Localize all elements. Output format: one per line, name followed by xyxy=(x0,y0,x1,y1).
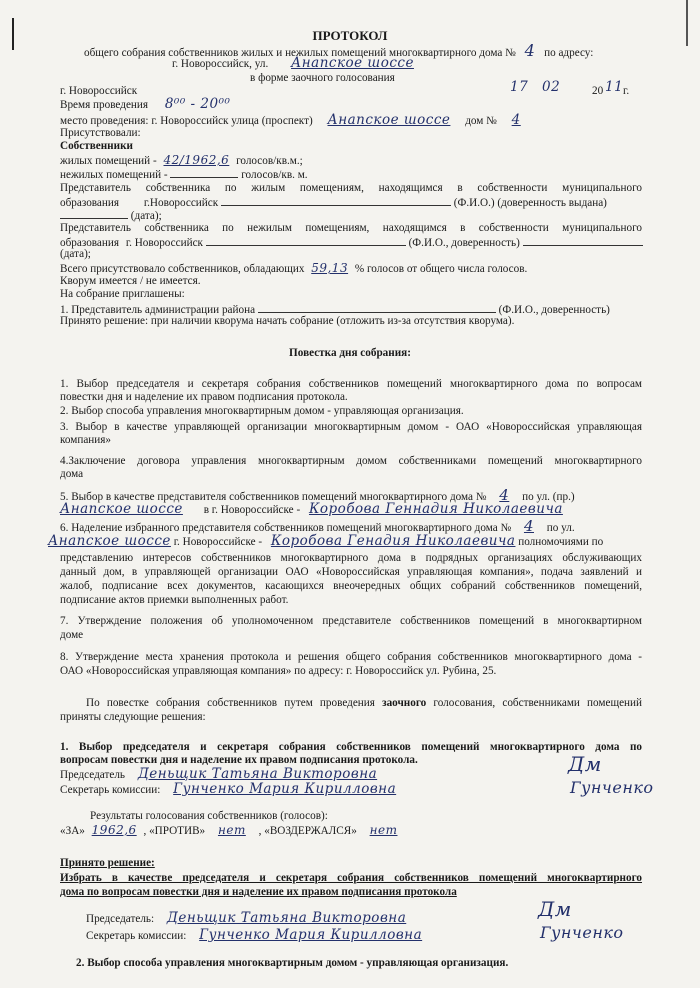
rep2-line3: (дата); xyxy=(60,248,91,260)
rep1-line2: образования г.Новороссийск (Ф.И.О.) (доверенность выдана) xyxy=(60,197,607,209)
total-line: Всего присутствовало собственников, обладающих 59,13 % голосов от общего числа голосов. xyxy=(60,261,528,275)
decision-text-a: Избрать в качестве председателя и секретаря собрания собственников помещений многоквартирного xyxy=(60,872,642,884)
invited1-line: 1. Представитель администрации района (Ф.И.О., доверенность) xyxy=(60,304,610,316)
chair-line: Председатель Деньщик Татьяна Викторовна xyxy=(60,766,378,782)
address-line: г. Новороссийск, ул. Анапское шоссе xyxy=(172,55,414,71)
agenda-item-6a: 6. Наделение избранного представителя собственников помещений многоквартирного дома № 4 по ул. xyxy=(60,517,575,535)
rep1-line1: Представитель собственника по жилым помещениям, находящимся в собственности муниципального xyxy=(60,182,642,194)
voting-intro-b: приняты следующие решения: xyxy=(60,711,206,723)
agenda-item-8a: 8. Утверждение места хранения протокола и решения общего собрания собственников многоквартирного дома - xyxy=(60,651,642,663)
agenda-item-1a: 1. Выбор председателя и секретаря собрания собственников помещений многоквартирного дома по вопросам xyxy=(60,378,642,390)
signature-secretary-2: Гунченко xyxy=(540,923,624,942)
results-label: Результаты голосования собственников (голосов): xyxy=(90,810,328,822)
agenda-item-6b: Анапское шоссе г. Новороссийске - Коробова Генадия Николаевича полномочиями по xyxy=(48,533,604,549)
rep2-line2: образования г. Новороссийск (Ф.И.О., доверенность) xyxy=(60,235,643,250)
subtitle: общего собрания собственников жилых и нежилых помещений многоквартирного дома № 4 по адресу: xyxy=(84,41,594,60)
question-1a: 1. Выбор председателя и секретаря собрания собственников помещений многоквартирного дома по xyxy=(60,741,642,753)
agenda-item-6c: представлению интересов собственников многоквартирного дома в подрядных организациях обслуживающих xyxy=(60,552,642,564)
agenda-item-7a: 7. Утверждение положения об уполномоченном представителе собственников помещений в многоквартирном xyxy=(60,615,642,627)
question-2: 2. Выбор способа управления многоквартирным домом - управляющая организация. xyxy=(76,957,509,969)
agenda-item-5a: 5. Выбор в качестве представителя собственников помещений многоквартирного дома № 4 по ул. (пр.) xyxy=(60,486,575,504)
time-line: Время проведения 8⁰⁰ - 20⁰⁰ xyxy=(60,96,231,112)
owners-label: Собственники xyxy=(60,140,133,152)
agenda-item-6d: данный дом, в управляющей организации ОАО «Новороссийская управляющая компания», подача заявлений и xyxy=(60,566,642,578)
nonresidential-line: нежилых помещений - голосов/кв. м. xyxy=(60,169,308,181)
agenda-item-6e: жалоб, подписание всех документов, касающихся внеочередных общих собраний собственников помещений, xyxy=(60,580,642,592)
present-label: Присутствовали: xyxy=(60,127,141,139)
invited-label: На собрание приглашены: xyxy=(60,288,185,300)
agenda-item-2: 2. Выбор способа управления многоквартирным домом - управляющая организация. xyxy=(60,405,464,417)
signature-chair-2: Дм xyxy=(538,897,572,921)
agenda-item-3b: компания» xyxy=(60,434,111,446)
decision-line: Принято решение: при наличии кворума начать собрание (отложить из-за отсутствия кворума). xyxy=(60,315,515,327)
place-line: место проведения: г. Новороссийск улица (проспект) Анапское шоссе дом № 4 xyxy=(60,112,521,128)
results-line: «ЗА» 1962,6 , «ПРОТИВ» нет , «ВОЗДЕРЖАЛСЯ» нет xyxy=(60,823,398,837)
city-date-line: г. Новороссийск 17 02 20 11 г. xyxy=(60,79,630,97)
agenda-item-8b: ОАО «Новороссийская управляющая компания» по адресу: г. Новороссийск ул. Рубина, 25. xyxy=(60,665,497,677)
signature-secretary: Гунченко xyxy=(570,778,654,797)
agenda-item-5b: Анапское шоссе в г. Новороссийске - Коробова Геннадия Николаевича xyxy=(60,501,563,517)
agenda-item-7b: доме xyxy=(60,629,84,641)
residential-line: жилых помещений - 42/1962,6 голосов/кв.м.; xyxy=(60,153,303,167)
rep2-line1: Представитель собственника по нежилым помещениям, находящимся в собственности муниципального xyxy=(60,222,642,234)
quorum-line: Кворум имеется / не имеется. xyxy=(60,275,201,287)
secretary-line: Секретарь комиссии: Гунченко Мария Кирилловна xyxy=(60,781,397,797)
signature-chair: Дм xyxy=(568,752,602,776)
page-title: ПРОТОКОЛ xyxy=(312,28,388,43)
secretary2-line: Секретарь комиссии: Гунченко Мария Кирилловна xyxy=(86,927,423,943)
decision-text-b: дома по вопросам повестки дня и наделение их правом подписания протокола xyxy=(60,886,457,898)
agenda-item-6f: подписание актов приемки выполненных работ. xyxy=(60,594,289,606)
chair2-line: Председатель: Деньщик Татьяна Викторовна xyxy=(86,910,407,926)
rep1-line3: (дата); xyxy=(60,208,162,223)
agenda-item-1b: повестки дня и наделение их правом подписания протокола. xyxy=(60,391,348,403)
agenda-title: Повестка дня собрания: xyxy=(289,347,411,359)
agenda-item-3a: 3. Выбор в качестве управляющей организации многоквартирным домом - ОАО «Новороссийская управляющая xyxy=(60,421,642,433)
form-line: в форме заочного голосования xyxy=(250,72,395,84)
agenda-item-4a: 4.Заключение договора управления многоквартирным домом собственниками помещений многоквартирного xyxy=(60,455,642,467)
decision-heading: Принято решение: xyxy=(60,857,155,869)
question-1b: вопросам повестки дня и наделение их правом подписания протокола. xyxy=(60,754,418,766)
agenda-item-4b: дома xyxy=(60,468,84,480)
voting-intro-a: По повестке собрания собственников путем проведения заочного голосования, собственниками помещений xyxy=(86,697,643,709)
